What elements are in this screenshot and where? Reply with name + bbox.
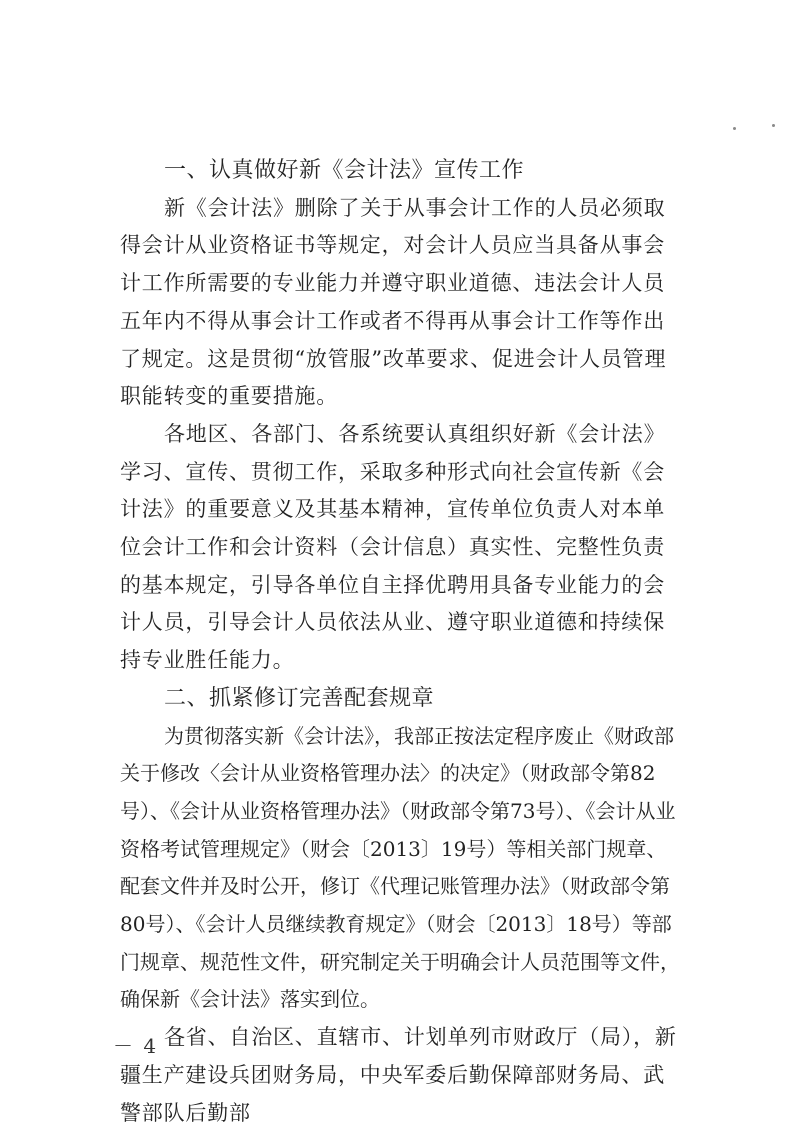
- scan-speck: [772, 124, 775, 127]
- document-body: [120, 152, 680, 1132]
- section-1-paragraph-1: 新《会计法》删除了关于从事会计工作的人员必须取得会计从业资格证书等规定，对会计人员应当具备从事会计工作所需要的专业能力并遵守职业道德、违法会计人员五年内不得从事会计工作或者不得再从事会计工作等作出了规定。这是贯彻“放管服”改革要求、促进会计人员管理职能转变的重要措施。: [120, 195, 667, 409]
- section-1-paragraph-2: 各地区、各部门、各系统要认真组织好新《会计法》学习、宣传、贯彻工作，采取多种形式向社会宣传新《会计法》的重要意义及其基本精神，宣传单位负责人对本单位会计工作和会计资料（会计信息）真实性、完整性负责的基本规定，引导各单位自主择优聘用具备专业能力的会计人员，引导会计人员依法从业、遵守职业道德和持续保持专业胜任能力。: [120, 421, 666, 673]
- section-heading-1: 一、认真做好新《会计法》宣传工作: [164, 158, 525, 183]
- page-number: － 4 －: [113, 1034, 189, 1058]
- scan-speck: [733, 127, 736, 130]
- section-2-paragraph-1: 为贯彻落实新《会计法》，我部正按法定程序废止《财政部关于修改〈会计从业资格管理办法〉的决定》（财政部令第82号）、《会计从业资格管理办法》（财政部令第73号）、《会计从业资格考试管理规定》（财会〔2013〕19号）等相关部门规章、配套文件并及时公开，修订《代理记账管理办法》（财政部令第80号）、《会计人员继续教育规定》（财会〔2013〕18号）等部门规章、规范性文件，研究制定关于明确会计人员范围等文件，确保新《会计法》落实到位。: [120, 723, 680, 1012]
- section-heading-2: 二、抓紧修订完善配套规章: [164, 685, 435, 711]
- section-2-paragraph-2: 各省、自治区、直辖市、计划单列市财政厅（局），新疆生产建设兵团财务局，中央军委后勤保障部财务局、武警部队后勤部: [120, 1025, 677, 1125]
